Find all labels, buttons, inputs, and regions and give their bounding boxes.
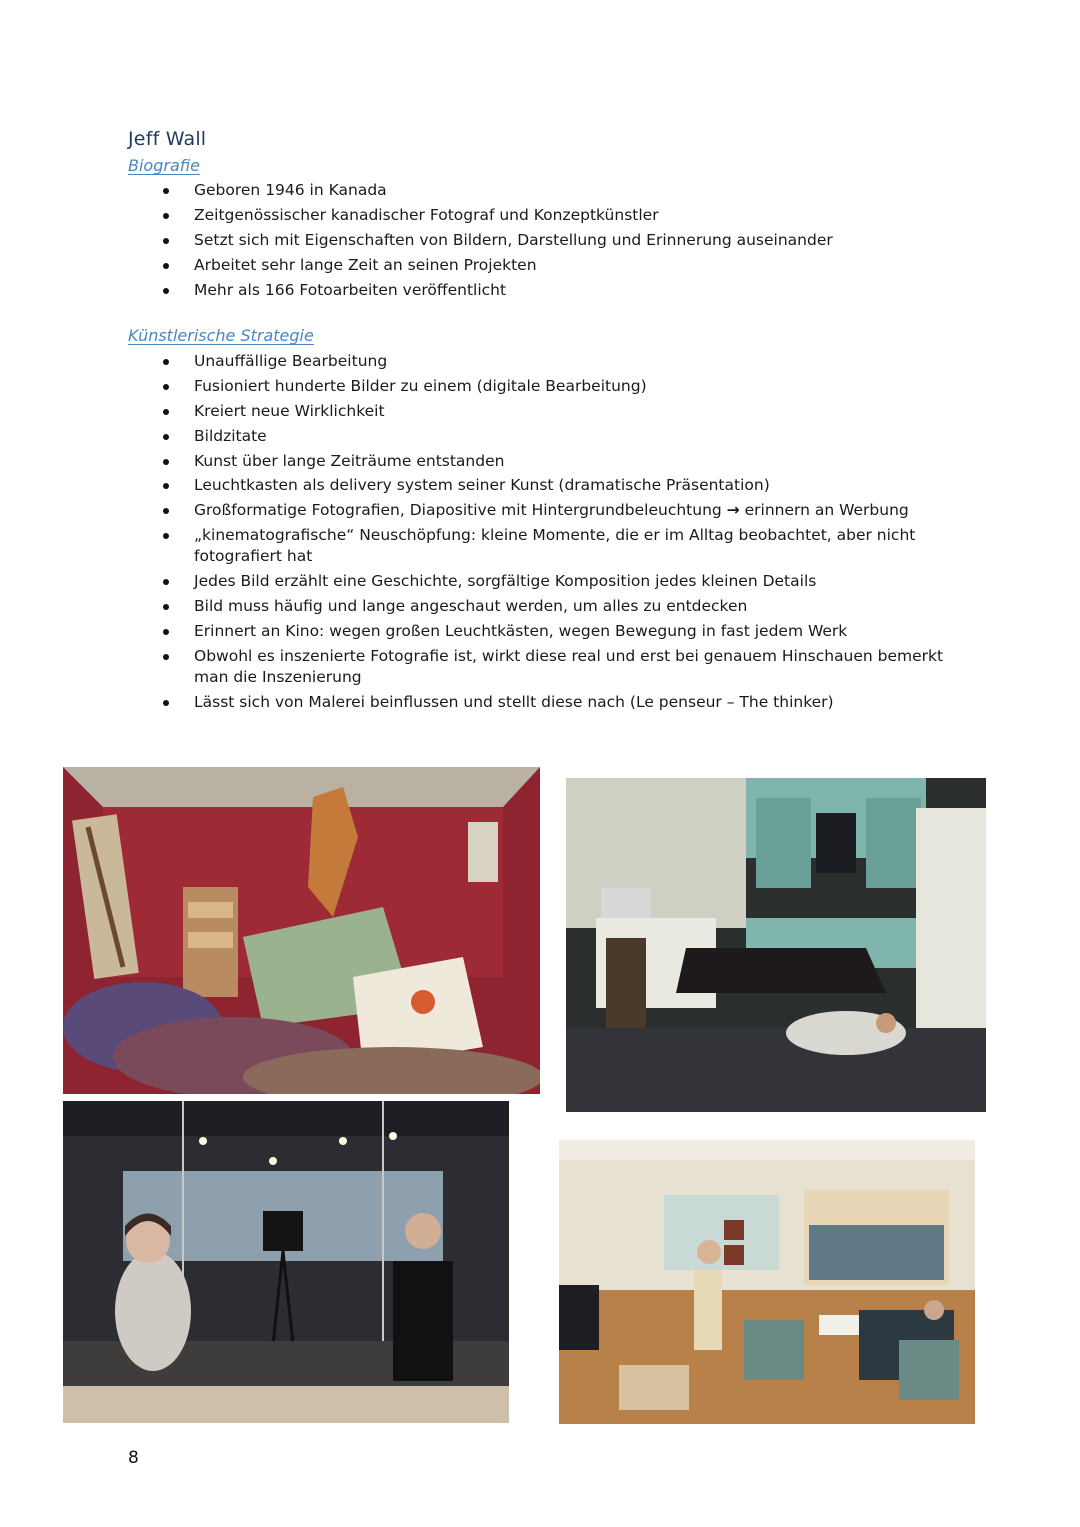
list-item: Arbeitet sehr lange Zeit an seinen Projekten — [128, 255, 958, 276]
list-item: Unauffällige Bearbeitung — [128, 351, 958, 372]
list-item: Fusioniert hunderte Bilder zu einem (digitale Bearbeitung) — [128, 376, 958, 397]
list-item: Bildzitate — [128, 426, 958, 447]
list-item: Erinnert an Kino: wegen großen Leuchtkästen, wegen Bewegung in fast jedem Werk — [128, 621, 958, 642]
photo-kitchen-scene — [566, 778, 986, 1112]
list-item: Lässt sich von Malerei beinflussen und stellt diese nach (Le penseur – The thinker) — [128, 692, 958, 713]
strategie-list — [128, 351, 958, 717]
list-item: Bild muss häufig und lange angeschaut werden, um alles zu entdecken — [128, 596, 958, 617]
list-item: Zeitgenössischer kanadischer Fotograf und Konzeptkünstler — [128, 205, 958, 226]
list-item: Mehr als 166 Fotoarbeiten veröffentlicht — [128, 280, 958, 301]
list-item-text: Großformatige Fotografien, Diapositive mit Hintergrundbeleuchtung — [194, 501, 722, 520]
photo-studio-portrait — [63, 1101, 509, 1423]
document-title: Jeff Wall — [128, 128, 207, 150]
list-item: Leuchtkasten als delivery system seiner Kunst (dramatische Präsentation) — [128, 475, 958, 496]
biografie-list — [128, 180, 958, 304]
list-item: Obwohl es inszenierte Fotografie ist, wirkt diese real und erst bei genauem Hinschauen bemerkt man die Inszenierung — [128, 646, 958, 688]
section-heading-biografie: Biografie — [128, 156, 200, 175]
list-item — [128, 500, 958, 521]
arrow-right-icon: → — [726, 501, 740, 520]
list-item: „kinematografische“ Neuschöpfung: kleine Momente, die er im Alltag beobachtet, aber nicht fotografiert hat — [128, 525, 958, 567]
photo-living-room — [559, 1140, 975, 1424]
photo-destroyed-room — [63, 767, 540, 1094]
list-item: Geboren 1946 in Kanada — [128, 180, 958, 201]
list-item: Jedes Bild erzählt eine Geschichte, sorgfältige Komposition jedes kleinen Details — [128, 571, 958, 592]
list-item: Setzt sich mit Eigenschaften von Bildern, Darstellung und Erinnerung auseinander — [128, 230, 958, 251]
list-item-suffix: erinnern an Werbung — [744, 501, 909, 520]
list-item: Kunst über lange Zeiträume entstanden — [128, 451, 958, 472]
page-number: 8 — [128, 1448, 139, 1468]
section-heading-strategie: Künstlerische Strategie — [128, 326, 314, 345]
list-item: Kreiert neue Wirklichkeit — [128, 401, 958, 422]
